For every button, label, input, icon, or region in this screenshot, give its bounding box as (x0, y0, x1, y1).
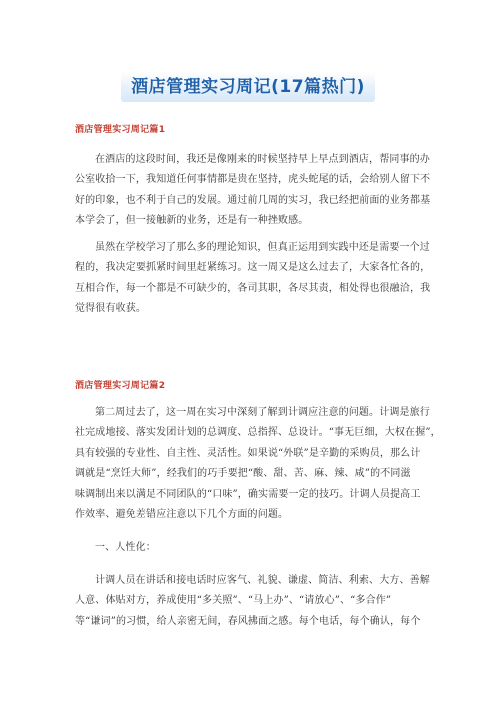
paragraph (75, 150, 431, 232)
text-line: 程的，我决定要抓紧时间里赶紧练习。这一周又是这么过去了，大家各忙各的， (75, 262, 431, 274)
text-line: 调就是“烹饪大师”，经我们的巧手要把“酸、甜、苦、麻、辣、咸”的不同滋 (75, 468, 411, 480)
paragraph (75, 538, 421, 558)
text-line: 第二周过去了，这一周在实习中深刻了解到计调应注意的问题。计调是旅行 (95, 407, 430, 418)
text-line: 计调人员在讲话和接电话时应客气、礼貌、谦虚、简洁、利索、大方、善解 (95, 575, 430, 586)
text-line: 一、人性化： (95, 542, 156, 553)
document-title: 酒店管理实习周记(17篇热门) (121, 72, 375, 102)
text-line: 作效率、避免差错应注意以下几个方面的问题。 (75, 509, 289, 521)
text-line: 虽然在学校学习了那么多的理论知识，但真正运用到实践中还是需要一个过 (95, 242, 430, 253)
text-line: 本学会了，但一接触新的业务，还是有一种挫败感。 (75, 215, 309, 227)
text-line: 好的印象，也不利于自己的发展。通过前几周的实习，我已经把前面的业务都基 (75, 194, 431, 206)
paragraph (75, 238, 431, 320)
paragraph (75, 403, 441, 525)
text-line: 社完成地接、落实发团计划的总调度、总指挥、总设计。“事无巨细，大权在握”， (75, 427, 441, 439)
text-line: 公室收拾一下，我知道任何事情都是贵在坚持，虎头蛇尾的话，会给别人留下不 (75, 174, 431, 186)
section-heading-2: 酒店管理实习周记篇2 (75, 381, 166, 391)
text-line: 等“谦词”的习惯，给人亲密无间，春风拂面之感。每个电话，每个确认，每个 (75, 615, 421, 627)
title-area (0, 72, 496, 102)
text-line: 人意、体贴对方，养成使用“多关照”、“马上办”、“请放心”、“多合作” (75, 595, 392, 607)
text-line: 在酒店的这段时间，我还是像刚来的时候坚持早上早点到酒店，帮同事的办 (95, 154, 430, 165)
text-line: 觉得很有收获。 (75, 303, 147, 315)
text-line: 味调制出来以满足不同团队的“口味”，确实需要一定的技巧。计调人员提高工 (75, 488, 421, 500)
paragraph (75, 571, 430, 632)
section-heading-1: 酒店管理实习周记篇1 (75, 125, 166, 135)
text-line: 具有较强的专业性、自主性、灵活性。如果说“外联”是辛勤的采购员，那么计 (75, 447, 421, 459)
text-line: 互相合作，每一个都是不可缺少的，各司其职，各尽其责，相处得也很融洽，我 (75, 282, 431, 294)
